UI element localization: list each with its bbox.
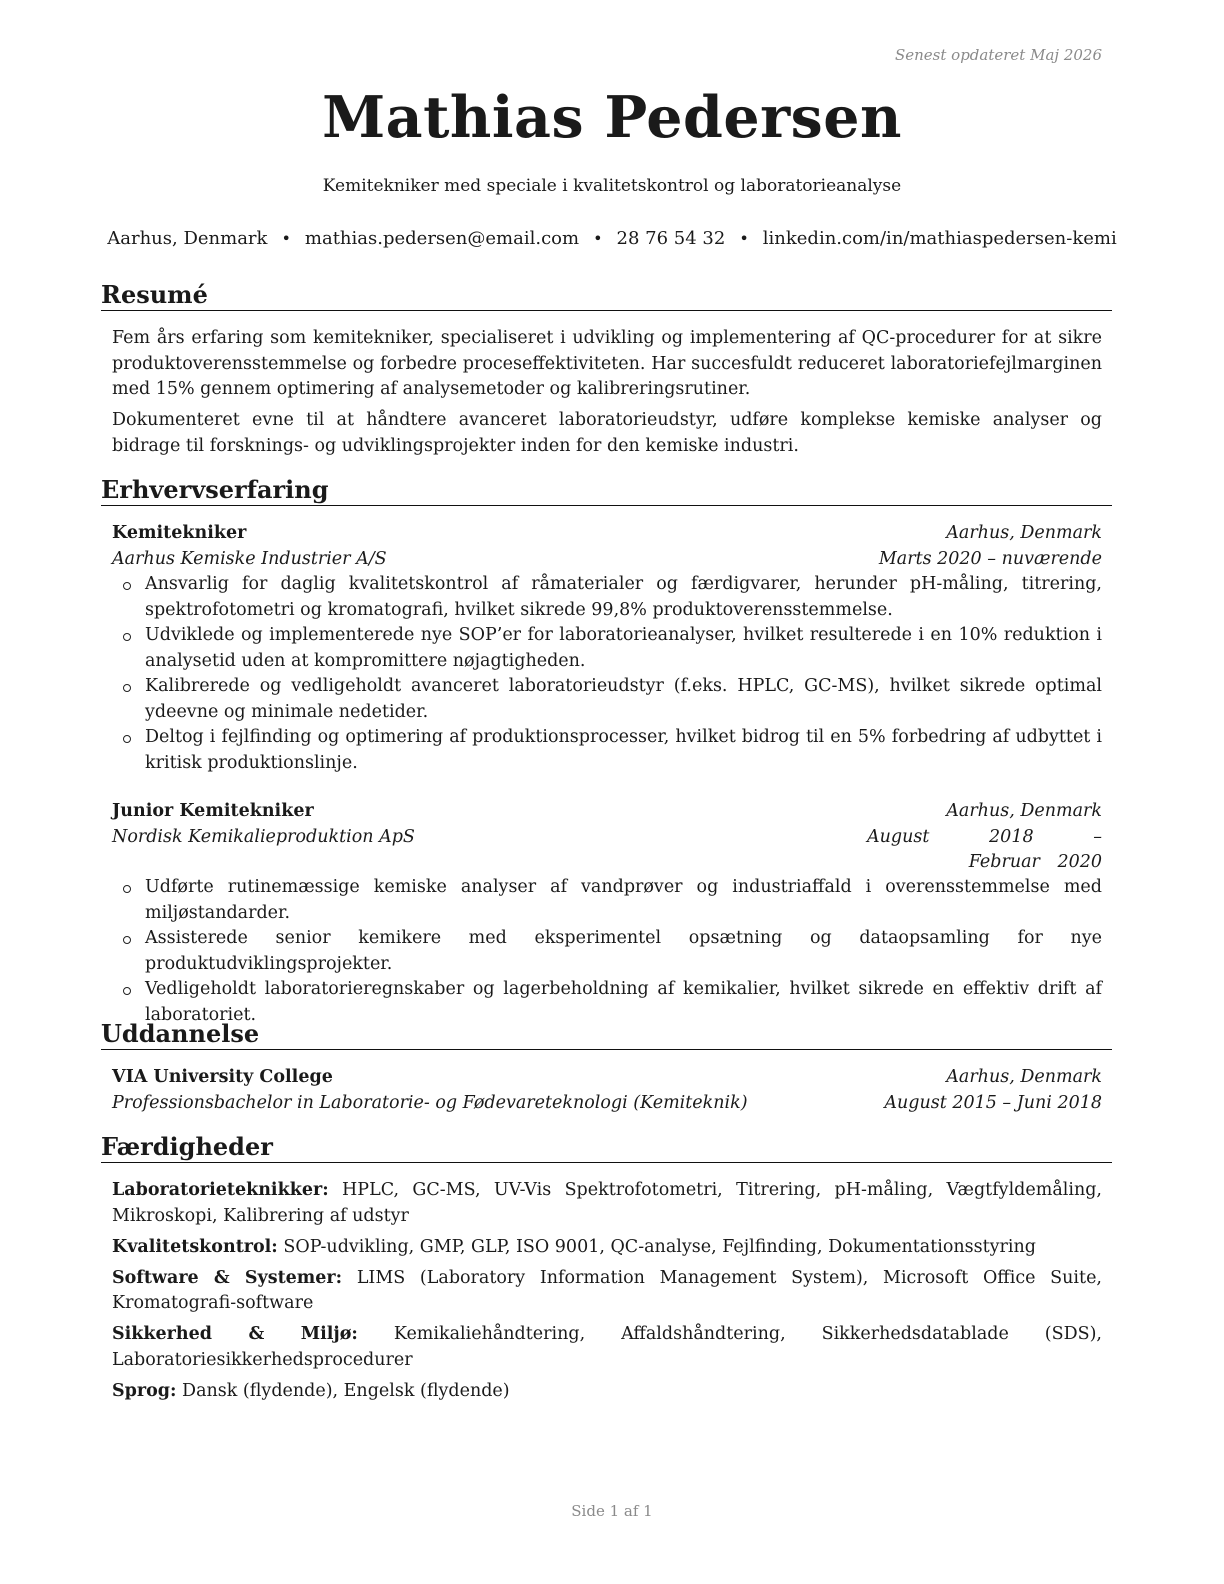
bullet-separator: • [739, 229, 749, 248]
bullet-text: Assisterede senior kemikere med eksperimentel opsætning og dataopsamling for nye produktudviklingsprojekter. [145, 928, 1102, 974]
list-item [112, 623, 1102, 674]
candidate-name: Mathias Pedersen [322, 84, 902, 151]
section-heading-experience: Erhvervserfaring [101, 475, 1112, 506]
education-entry-header [112, 1065, 1102, 1116]
skill-label: Laboratorieteknikker: [112, 1180, 329, 1200]
job-entry-header [112, 521, 1102, 572]
skill-label: Sikkerhed & Miljø: [112, 1324, 358, 1344]
skill-item [112, 1266, 1102, 1317]
summary-paragraph: Dokumenteret evne til at håndtere avanceret laboratorieudstyr, udføre komplekse kemiske analyser og bidrage til forsknings- og udviklingsprojekter inden for den kemiske industri. [112, 410, 1102, 456]
contact-location: Aarhus, Denmark [107, 228, 268, 249]
bullet-text: Udførte rutinemæssige kemiske analyser af vandprøver og industriaffald i overensstemmelse med miljøstandarder. [145, 877, 1102, 923]
job-location: Aarhus, Denmark [946, 801, 1102, 821]
skill-text: SOP-udvikling, GMP, GLP, ISO 9001, QC-analyse, Fejlfinding, Dokumentationsstyring [283, 1236, 1036, 1257]
skill-label: Sprog: [112, 1380, 177, 1401]
job-location: Aarhus, Denmark [946, 523, 1102, 543]
circle-bullet-icon [123, 582, 131, 590]
section-heading-summary: Resumé [101, 280, 1112, 311]
school-name: VIA University College [112, 1067, 333, 1087]
circle-bullet-icon [123, 633, 131, 641]
page-number: Side 1 af 1 [571, 1502, 653, 1520]
circle-bullet-icon [123, 885, 131, 893]
skills-list [112, 1178, 1102, 1410]
bullet-text: Vedligeholdt laboratorieregnskaber og lagerbeholdning af kemikalier, hvilket sikrede en effektiv drift af laboratoriet. [145, 979, 1102, 1025]
job-bullet-list [112, 572, 1102, 776]
bullet-text: Udviklede og implementerede nye SOP’er for laboratorieanalyser, hvilket resulterede i en 10% reduktion i analysetid uden at kompromittere nøjagtigheden. [145, 625, 1102, 671]
bullet-text: Deltog i fejlfinding og optimering af produktionsprocesser, hvilket bidrog til en 5% forbedring af udbyttet i kritisk produktionslinje. [145, 727, 1102, 773]
education-dates: August 2015 – Juni 2018 [884, 1092, 1102, 1113]
skill-text: HPLC, GC-MS, UV-Vis Spektrofotometri, Titrering, pH-måling, Vægtfyldemåling, Mikroskopi, Kalibrering af udstyr [112, 1180, 1102, 1226]
section-heading-skills: Færdigheder [101, 1132, 1112, 1163]
skill-text: Dansk (flydende), Engelsk (flydende) [182, 1380, 510, 1401]
list-item [112, 674, 1102, 725]
section-heading-education: Uddannelse [101, 1019, 1112, 1050]
bullet-separator: • [593, 229, 603, 248]
list-item [112, 725, 1102, 776]
skill-item [112, 1235, 1102, 1261]
bullet-separator: • [281, 229, 291, 248]
school-location: Aarhus, Denmark [946, 1067, 1102, 1087]
bullet-text: Kalibrerede og vedligeholdt avanceret laboratorieudstyr (f.eks. HPLC, GC-MS), hvilket sikrede optimal ydeevne og minimale nedetider. [145, 676, 1102, 722]
last-updated-note: Senest opdateret Maj 2026 [894, 46, 1102, 64]
summary-paragraph: Fem års erfaring som kemitekniker, specialiseret i udvikling og implementering af QC-procedurer for at sikre produktoverensstemmelse og forbedre proceseffektiviteten. Har succesfuldt reduceret laboratoriefejlmarginen med 15% gennem optimering af analysemetoder og kalibreringsrutiner. [112, 328, 1102, 399]
skill-text: Kemikaliehåndtering, Affaldshåndtering, Sikkerhedsdatablade (SDS), Laboratoriesikkerhedsprocedurer [112, 1324, 1102, 1370]
degree: Professionsbachelor in Laboratorie- og Fødevareteknologi (Kemiteknik) [112, 1092, 748, 1113]
job-dates: August 2018 – Februar 2020 [867, 826, 1102, 872]
contact-email[interactable]: mathias.pedersen@email.com [304, 228, 580, 249]
tagline: Kemitekniker med speciale i kvalitetskontrol og laboratorieanalyse [322, 176, 902, 196]
job-company: Aarhus Kemiske Industrier A/S [112, 548, 387, 569]
job-title: Junior Kemitekniker [112, 801, 314, 821]
bullet-text: Ansvarlig for daglig kvalitetskontrol af råmaterialer og færdigvarer, herunder pH-måling, titrering, spektrofotometri og kromatografi, hvilket sikrede 99,8% produktoverensstemmelse. [145, 574, 1102, 620]
skill-item [112, 1178, 1102, 1229]
list-item [112, 572, 1102, 623]
job-dates: Marts 2020 – nuværende [878, 548, 1102, 569]
skill-item [112, 1322, 1102, 1373]
circle-bullet-icon [123, 735, 131, 743]
contact-phone[interactable]: 28 76 54 32 [616, 228, 726, 249]
circle-bullet-icon [123, 684, 131, 692]
contact-linkedin[interactable]: linkedin.com/in/mathiaspedersen-kemi [762, 228, 1117, 249]
circle-bullet-icon [123, 936, 131, 944]
job-entry-header [112, 799, 1102, 876]
skill-label: Kvalitetskontrol: [112, 1236, 278, 1257]
list-item [112, 926, 1102, 977]
skill-item [112, 1379, 1102, 1405]
contact-line [0, 228, 1224, 249]
job-bullet-list [112, 875, 1102, 1028]
job-company: Nordisk Kemikalieproduktion ApS [112, 826, 415, 847]
circle-bullet-icon [123, 987, 131, 995]
skill-text: LIMS (Laboratory Information Management System), Microsoft Office Suite, Kromatografi-software [112, 1267, 1102, 1313]
job-title: Kemitekniker [112, 523, 247, 543]
skill-label: Software & Systemer: [112, 1267, 343, 1288]
list-item [112, 875, 1102, 926]
